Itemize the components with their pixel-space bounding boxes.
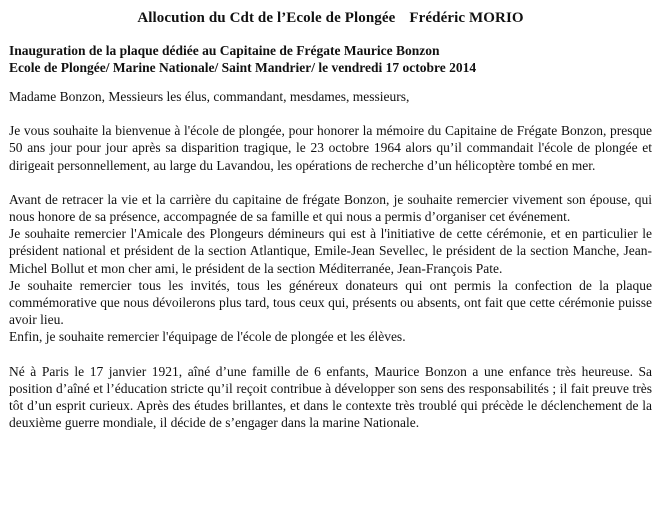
paragraph-thanks-guests: Je souhaite remercier tous les invités, tous les généreux donateurs qui ont permis la confection de la plaque commémorative que nous dévoilerons plus tard, tous ceux qui, présents ou absents, ont fait que cette cérémonie puisse avoir lieu.: [9, 277, 652, 328]
title-author: Frédéric MORIO: [409, 10, 524, 26]
paragraph-thanks-spouse: Avant de retracer la vie et la carrière du capitaine de frégate Bonzon, je souhaite remercier vivement son épouse, qui nous honore de sa présence, accompagnée de sa famille et qui nous a permis d’organiser cet événement.: [9, 191, 652, 225]
paragraph-thanks-crew: Enfin, je souhaite remercier l'équipage de l'école de plongée et les élèves.: [9, 329, 406, 345]
paragraph-thanks-amicale: Je souhaite remercier l'Amicale des Plongeurs démineurs qui est à l'initiative de cette cérémonie, et en particulier le président national et président de la section Atlantique, Emile-Jean Sevellec, le président de la section Manche, Jean-Michel Bollut et mon cher ami, le président de la section Méditerranée, Jean-François Pate.: [9, 226, 652, 276]
paragraph-biography: Né à Paris le 17 janvier 1921, aîné d’une famille de 6 enfants, Maurice Bonzon a une enfance très heureuse. Sa position d’aîné et l’éducation stricte qu’il reçoit contribue à développer son sens des responsabilités ; il fait preuve très tôt d’un esprit curieux. Après des études brillantes, et dans le contexte très troublé qui précède le déclenchement de la deuxième guerre mondiale, il décide de s’engager dans la marine Nationale.: [9, 363, 652, 431]
document-title: [9, 8, 652, 28]
subtitle-location-date: Ecole de Plongée/ Marine Nationale/ Saint Mandrier/ le vendredi 17 octobre 2014: [9, 60, 477, 75]
title-heading: Allocution du Cdt de l’Ecole de Plongée: [137, 10, 396, 26]
paragraph-salutation: Madame Bonzon, Messieurs les élus, commandant, mesdames, messieurs,: [9, 89, 410, 104]
document-subtitle: [9, 42, 652, 76]
paragraph-welcome: Je vous souhaite la bienvenue à l'école de plongée, pour honorer la mémoire du Capitaine de Frégate Bonzon, presque 50 ans jour pour jour après sa disparition tragique, le 23 octobre 1964 alors qu’il commandait l'école de plongée et dirigeait personnellement, au large du Lavandou, les opérations de recherche d’un hélicoptère tombé en mer.: [9, 123, 652, 173]
subtitle-event: Inauguration de la plaque dédiée au Capitaine de Frégate Maurice Bonzon: [9, 43, 440, 58]
